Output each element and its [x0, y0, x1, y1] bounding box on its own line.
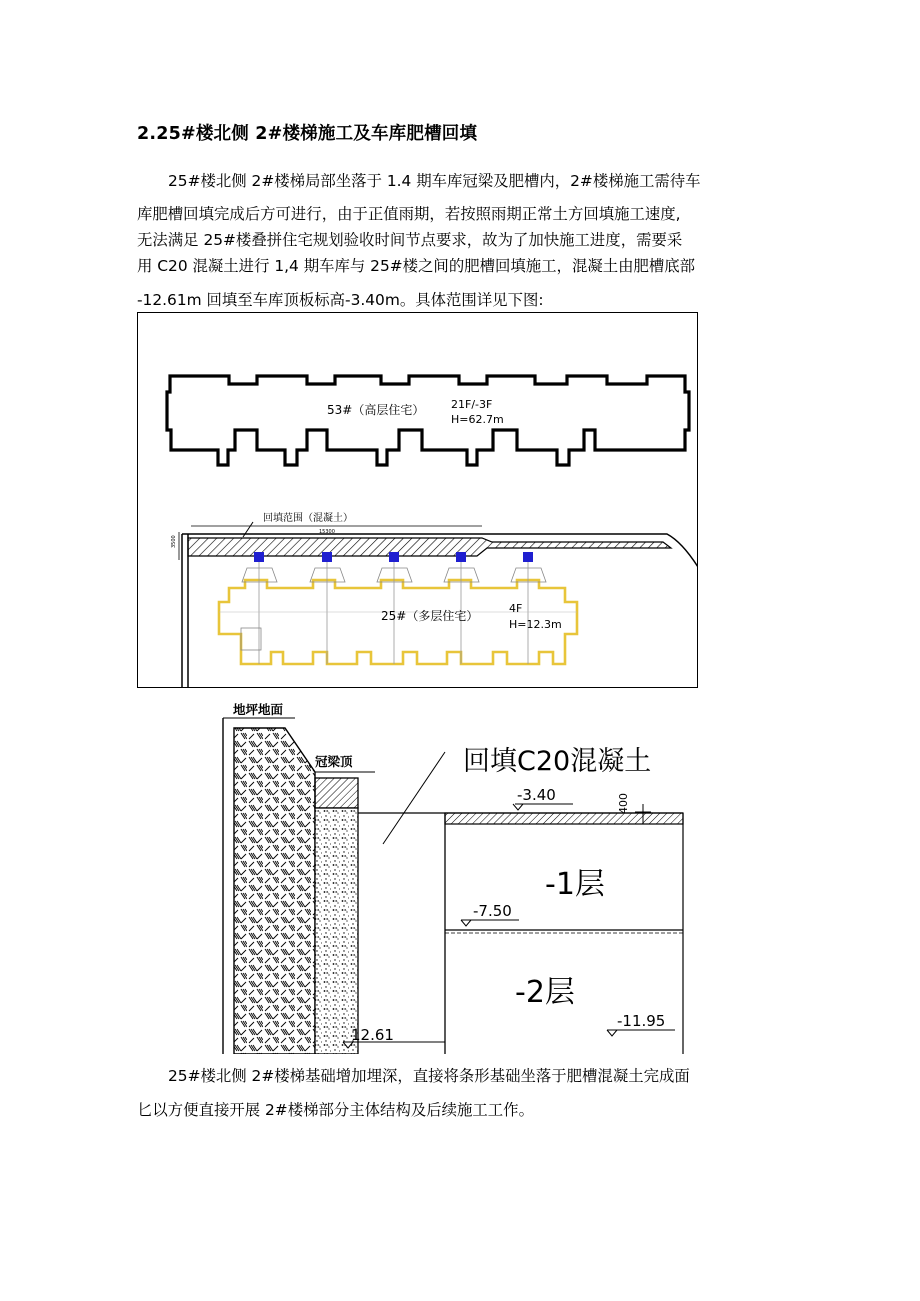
beam-top-label: 冠梁顶: [315, 754, 353, 769]
backfill-range-label: 回填范围（混凝土）: [263, 513, 353, 524]
site-plan-figure: [137, 312, 698, 688]
roof-slab: [445, 813, 683, 824]
column-marker: [254, 552, 264, 562]
column-marker: [322, 552, 332, 562]
building-25-label: 25#（多层住宅）: [381, 609, 479, 623]
elevation-roof: -3.40: [517, 786, 556, 804]
paragraph-line: 25#楼北侧 2#楼梯基础增加埋深，直接将条形基础坐落于肥槽混凝土完成面: [168, 1067, 690, 1085]
paragraph-line: 匕以方便直接开展 2#楼梯部分主体结构及后续施工工作。: [137, 1101, 534, 1119]
column-marker: [389, 552, 399, 562]
building-25-height: H=12.3m: [509, 618, 562, 631]
paragraph-line: -12.61m 回填至车库顶板标高-3.40m。具体范围详见下图:: [137, 291, 544, 309]
backfill-c20-label: 回填C20混凝土: [463, 746, 652, 777]
ground-level-label: 地坪地面: [233, 702, 284, 717]
elevation-b2: -11.95: [617, 1012, 666, 1030]
dimension-3500: 3500: [171, 535, 177, 548]
building-53-label: 53#（高层住宅）: [327, 403, 425, 417]
building-53-height: H=62.7m: [451, 413, 504, 426]
building-25-floors: 4F: [509, 602, 523, 615]
building-53-floors: 21F/-3F: [451, 398, 493, 411]
dimension-15300: 15300: [319, 529, 335, 535]
elevation-trench-bottom: 12.61: [351, 1026, 394, 1044]
elevation-b1: -7.50: [473, 902, 512, 920]
column-marker: [456, 552, 466, 562]
column-marker: [523, 552, 533, 562]
paragraph-line: 用 C20 混凝土进行 1,4 期车库与 25#楼之间的肥槽回填施工，混凝土由肥槽底部: [137, 257, 696, 275]
crown-beam: [315, 778, 358, 808]
section-heading: 2.25#楼北侧 2#楼梯施工及车库肥槽回填: [137, 124, 478, 144]
dimension-400: 400: [617, 793, 630, 814]
concrete-backfill: [315, 808, 358, 1054]
paragraph-line: 无法满足 25#楼叠拼住宅规划验收时间节点要求，故为了加快施工进度，需要采: [137, 231, 683, 249]
paragraph-line: 25#楼北侧 2#楼梯局部坐落于 1.4 期车库冠梁及肥槽内，2#楼梯施工需待车: [168, 172, 701, 190]
paragraph-line: 库肥槽回填完成后方可进行，由于正值雨期，若按照雨期正常土方回填施工速度,: [137, 205, 681, 223]
floor-b1-label: -1层: [545, 867, 605, 902]
cross-section-figure: [215, 692, 690, 1054]
retaining-wall: [234, 728, 315, 1054]
floor-b2-label: -2层: [515, 975, 575, 1010]
